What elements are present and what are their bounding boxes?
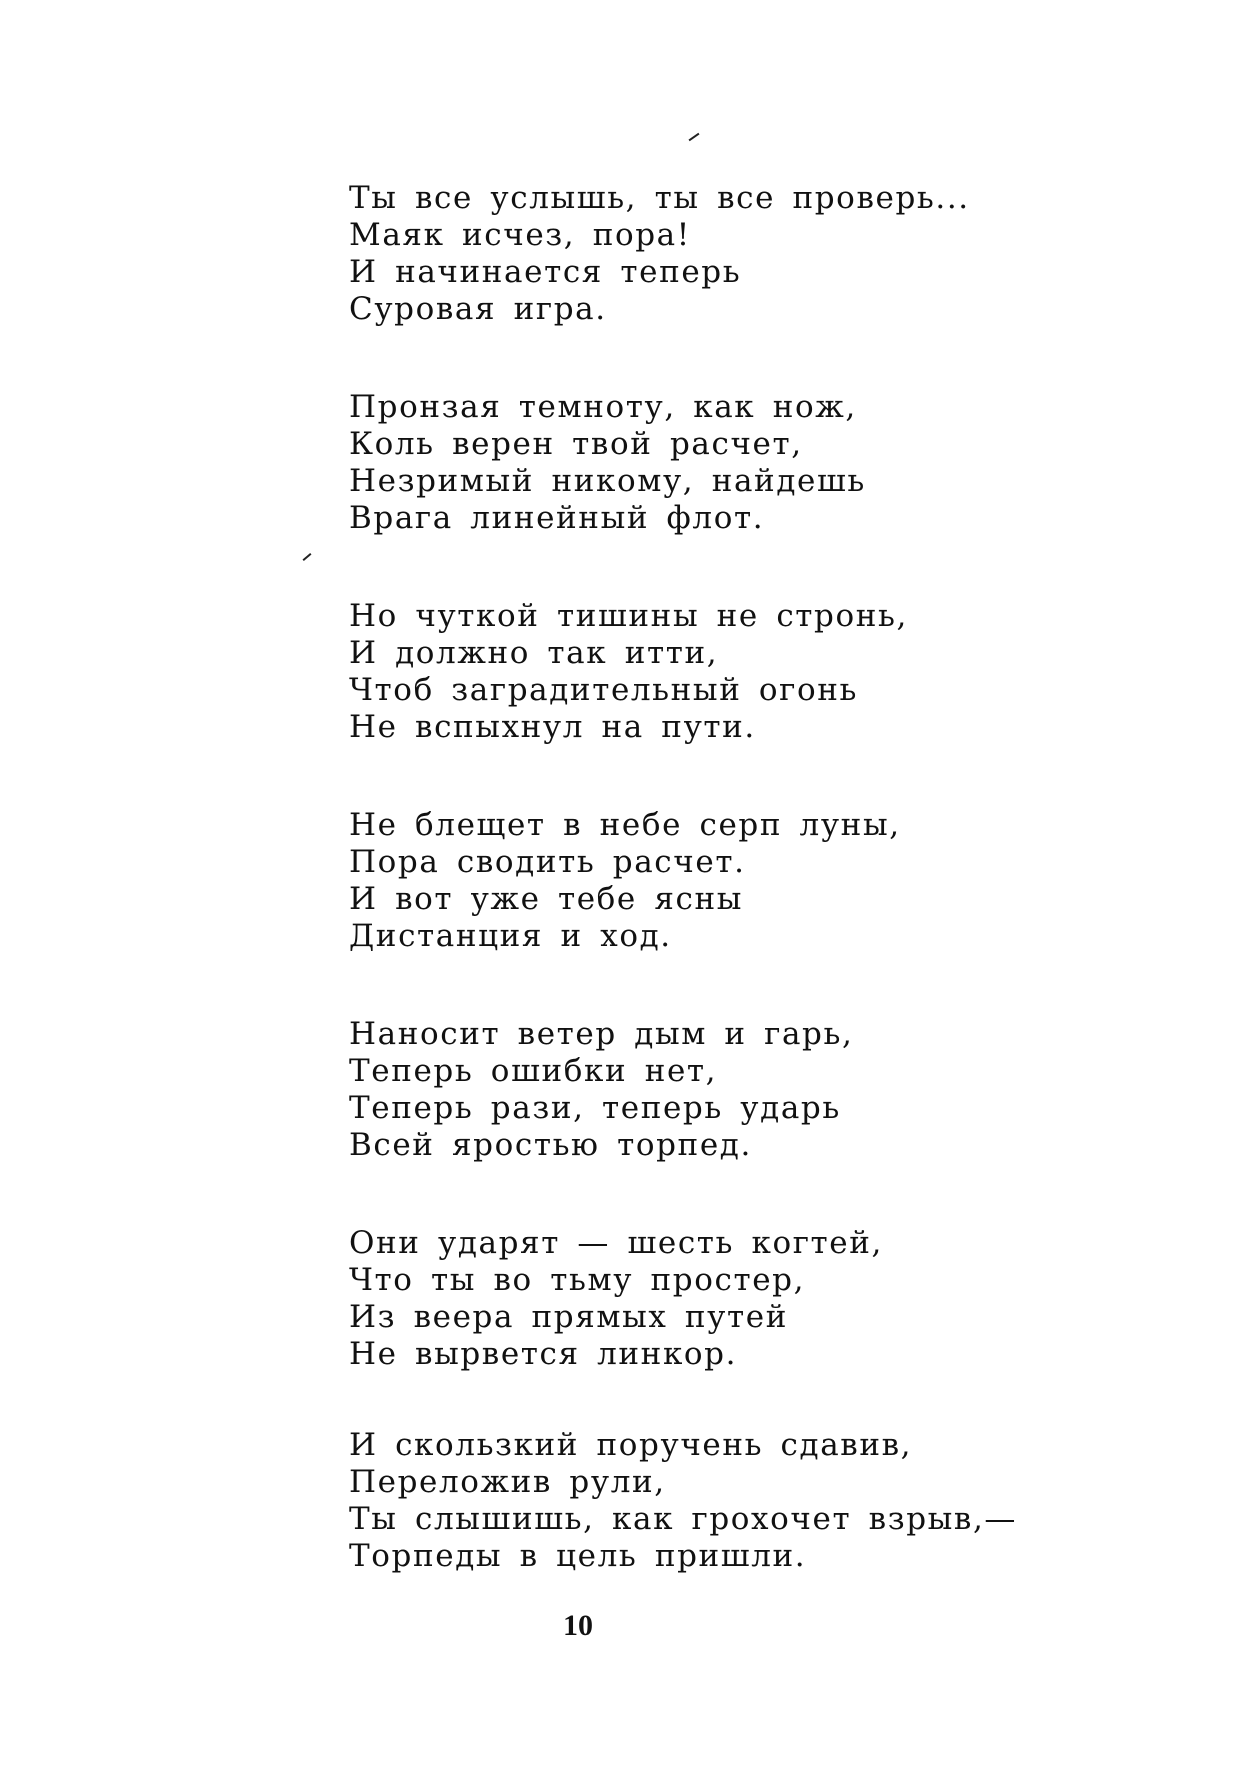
poem-line: Маяк исчез, пора! <box>349 217 691 253</box>
stanza-6 <box>349 1225 999 1373</box>
stanza-1 <box>349 180 999 328</box>
poem-line: Пора сводить расчет. <box>349 844 746 880</box>
poem-line: Врага линейный флот. <box>349 500 765 536</box>
poem-line: Коль верен твой расчет, <box>349 426 803 462</box>
poem-line: Не вспыхнул на пути. <box>349 709 756 745</box>
stanza-5 <box>349 1016 999 1164</box>
poem-line: Но чуткой тишины не стронь, <box>349 598 908 634</box>
poem-line: И вот уже тебе ясны <box>349 881 743 917</box>
poem-line: Ты все услышь, ты все проверь... <box>349 180 970 216</box>
poem-line: Не вырвется линкор. <box>349 1336 738 1372</box>
poem-line: И начинается теперь <box>349 254 742 290</box>
poem-line: Ты слышишь, как грохочет взрыв,— <box>349 1501 1018 1537</box>
poem-line: Из веера прямых путей <box>349 1299 788 1335</box>
poem-line: Что ты во тьму простер, <box>349 1262 806 1298</box>
page-number: 10 <box>563 1609 593 1642</box>
poem-line: Всей яростью торпед. <box>349 1127 752 1163</box>
stanza-4 <box>349 807 999 955</box>
poem-line: Не блещет в небе серп луны, <box>349 807 901 843</box>
poem-line: И скользкий поручень сдавив, <box>349 1427 913 1463</box>
poem-line: Наносит ветер дым и гарь, <box>349 1016 854 1052</box>
poem-line: Переложив рули, <box>349 1464 666 1500</box>
poem-line: Они ударят — шесть когтей, <box>349 1225 883 1261</box>
poem-line: Суровая игра. <box>349 291 607 327</box>
print-speck <box>303 553 312 561</box>
poem-line: Незримый никому, найдешь <box>349 463 866 499</box>
stanza-3 <box>349 598 999 746</box>
stanza-2 <box>349 389 999 537</box>
poem-line: Теперь рази, теперь ударь <box>349 1090 841 1126</box>
poem-line: Чтоб заградительный огонь <box>349 672 859 708</box>
poem-line: Торпеды в цель пришли. <box>349 1538 807 1574</box>
poem-line: Теперь ошибки нет, <box>349 1053 718 1089</box>
poem-line: Дистанция и ход. <box>349 918 672 954</box>
poem-line: Пронзая темноту, как нож, <box>349 389 857 425</box>
stanza-7 <box>349 1427 1018 1575</box>
print-speck <box>689 133 700 142</box>
poem-line: И должно так итти, <box>349 635 719 671</box>
